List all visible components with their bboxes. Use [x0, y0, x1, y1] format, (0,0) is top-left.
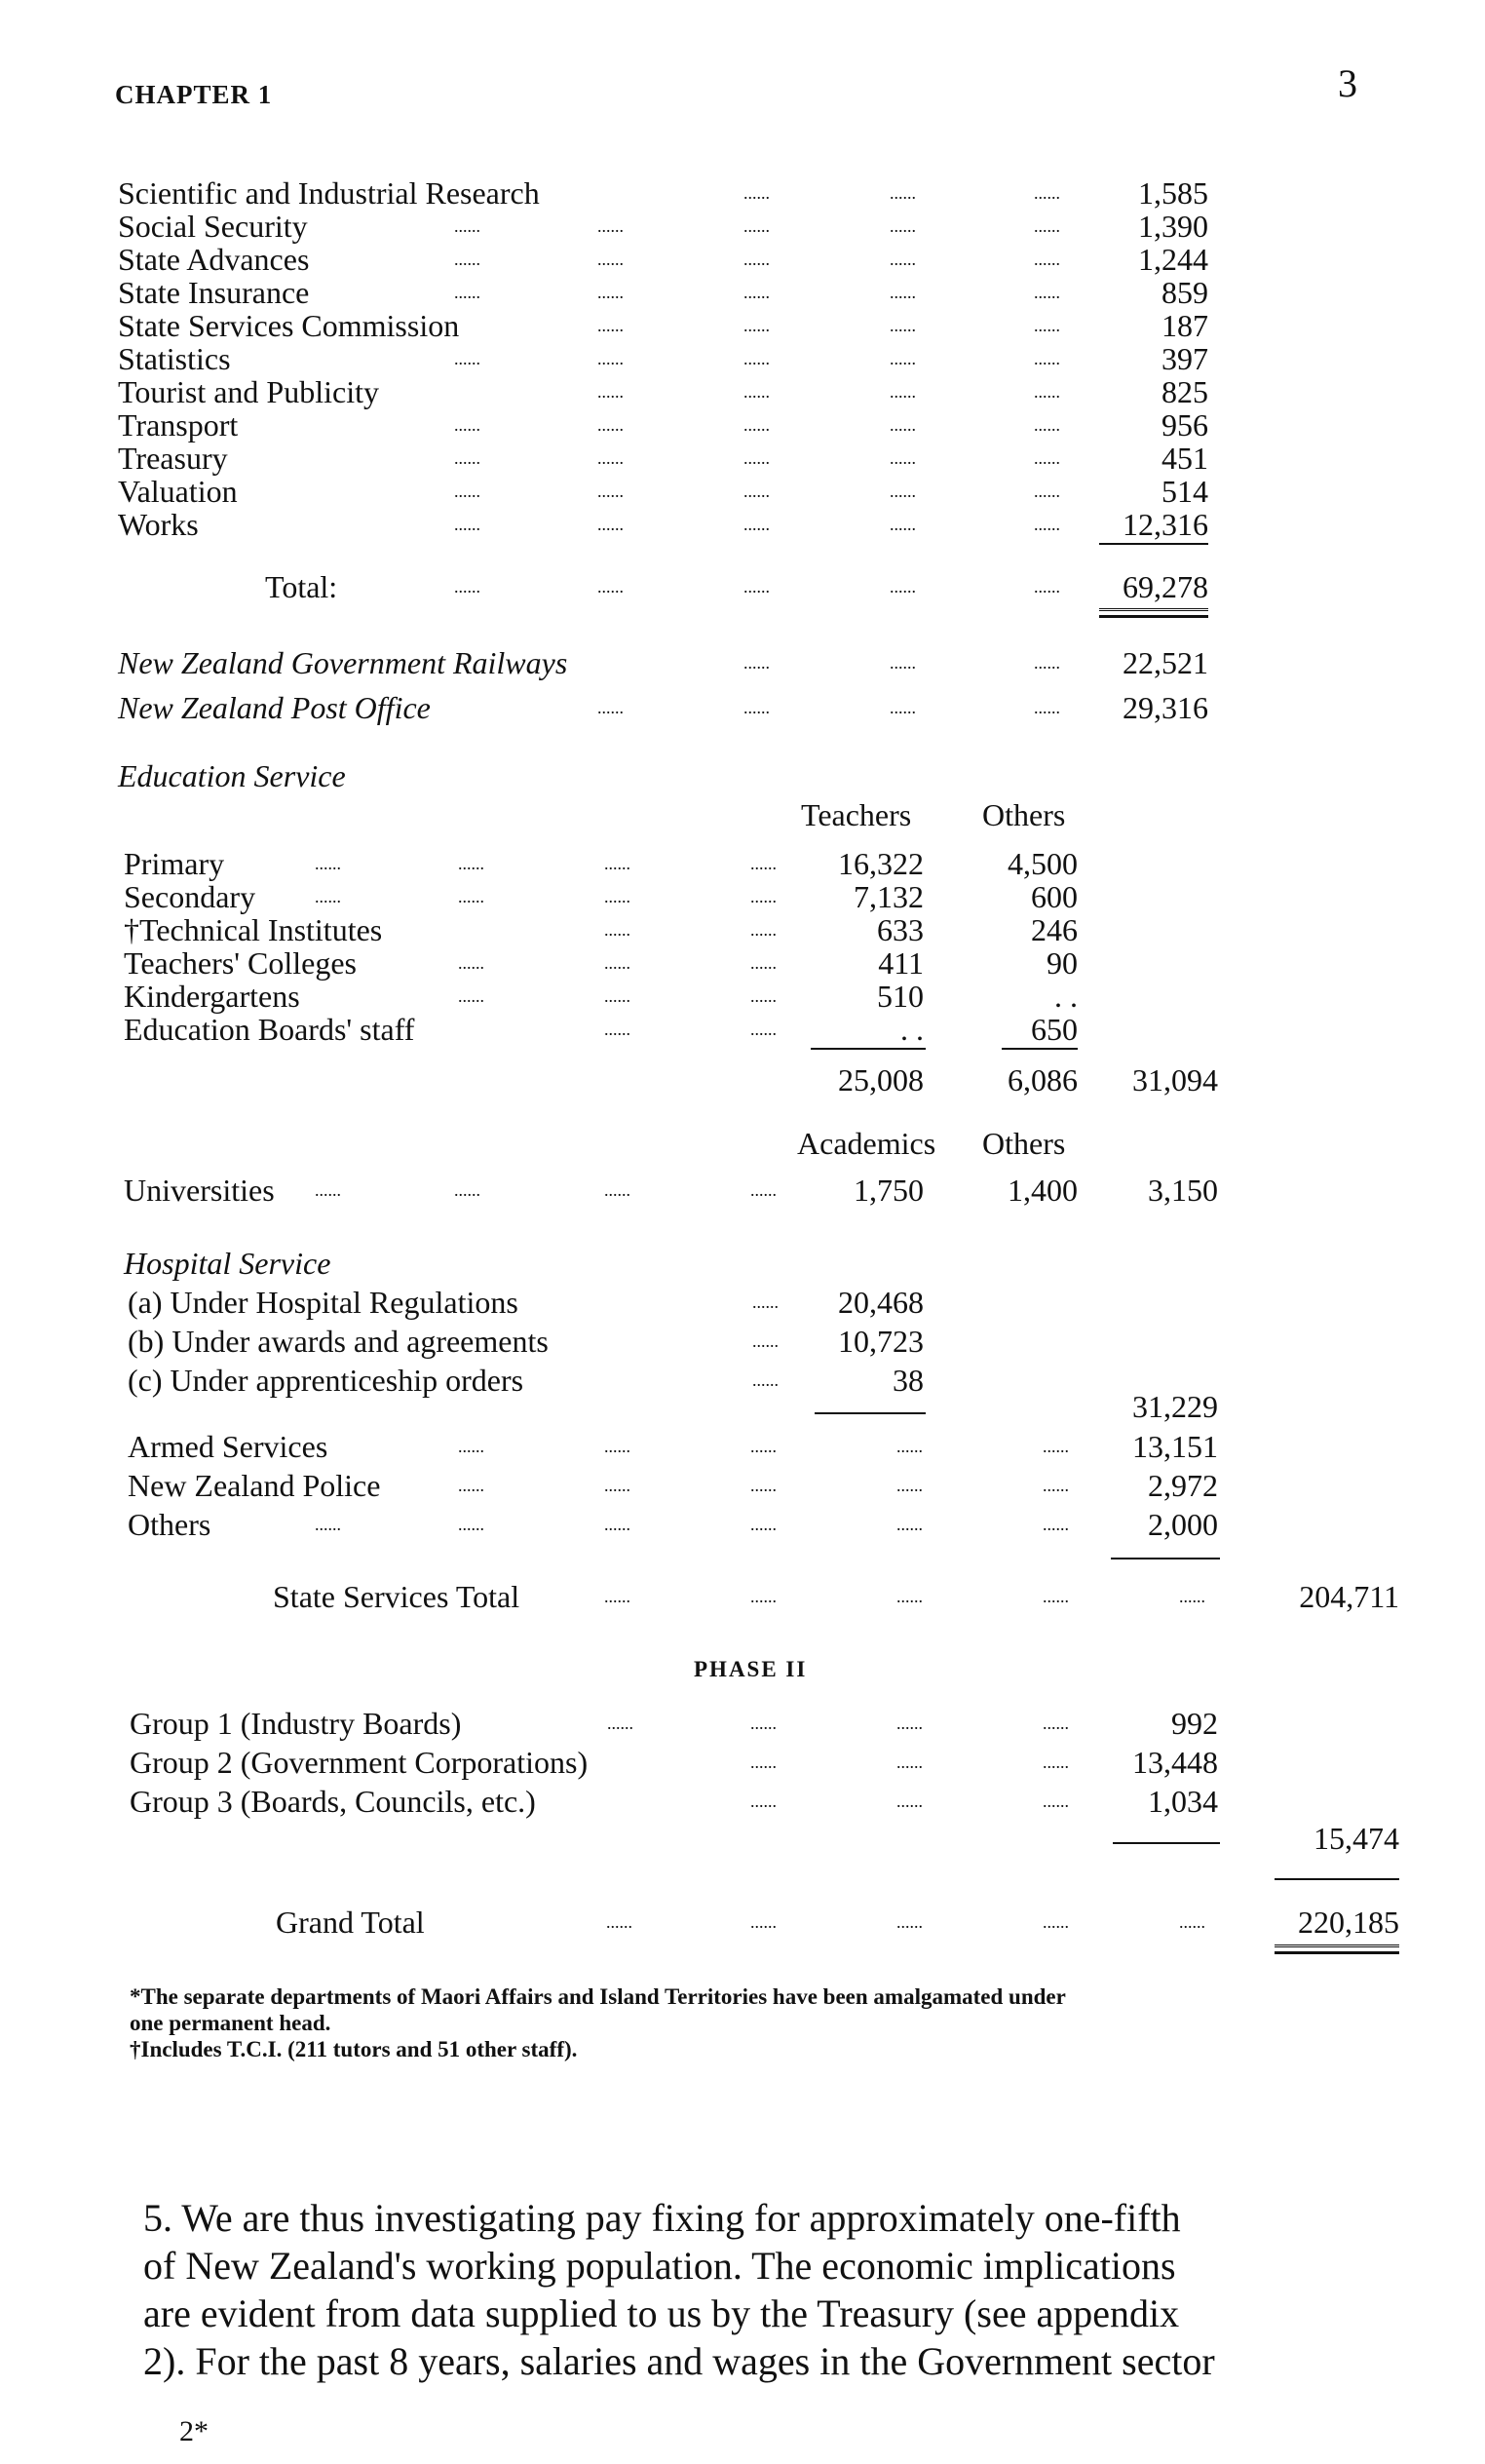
department-value: 1,244 [1138, 242, 1208, 277]
grand-total-double-rule [1275, 1944, 1399, 1954]
paragraph-line-4: 2). For the past 8 years, salaries and wages in the Government sector [143, 2339, 1215, 2383]
department-row: Valuation ...... ...... ...... ...... ...... 514 [118, 474, 1208, 509]
universities-label: Universities [124, 1173, 275, 1208]
education-others: 650 [1031, 1012, 1078, 1047]
education-total: 31,094 [1132, 1062, 1218, 1097]
department-name: Social Security [118, 209, 308, 244]
state-total-value: 204,711 [1299, 1579, 1399, 1614]
hospital-name: (c) Under apprenticeship orders [128, 1363, 524, 1398]
education-heading: Education Service [118, 758, 346, 793]
others-col-header: Others [982, 797, 1066, 832]
phase2-value: 992 [1171, 1706, 1218, 1741]
hospital-heading: Hospital Service [124, 1246, 331, 1281]
universities-total: 3,150 [1148, 1173, 1218, 1208]
education-row: Kindergartens ...... ...... ...... 510 . . [124, 979, 1078, 1014]
department-row: State Insurance ...... ...... ...... ...... ...... 859 [118, 275, 1208, 310]
department-name: Works [118, 507, 199, 542]
department-row: Tourist and Publicity ...... ...... ...... ...... 825 [118, 374, 1208, 409]
department-name: Scientific and Industrial Research [118, 175, 540, 211]
education-row: Education Boards' staff ...... ...... . . 650 [124, 1012, 1078, 1047]
department-name: State Services Commission [118, 308, 460, 343]
education-row: Primary ...... ...... ...... ...... 16,322 4,500 [124, 846, 1078, 881]
total-label: Total: [265, 569, 338, 604]
service-row: Others ...... ...... ...... ...... ...... ...... 2,000 [128, 1507, 1218, 1542]
service-value: 13,151 [1132, 1429, 1218, 1464]
department-value: 956 [1161, 407, 1208, 443]
footnote-2: †Includes T.C.I. (211 tutors and 51 other staff). [130, 2037, 578, 2061]
education-row: †Technical Institutes ...... ...... 633 246 [124, 912, 1078, 947]
education-row: Secondary ...... ...... ...... ...... 7,132 600 [124, 879, 1078, 914]
phase2-total-rule [1275, 1878, 1399, 1880]
footnote-1-cont: one permanent head. [130, 2011, 331, 2035]
service-value: 2,000 [1148, 1507, 1218, 1542]
department-row: Scientific and Industrial Research ...... ...... ...... 1,585 [118, 175, 1208, 211]
phase2-value: 13,448 [1132, 1745, 1218, 1780]
phase2-name: Group 3 (Boards, Councils, etc.) [130, 1784, 536, 1819]
department-value: 1,390 [1138, 209, 1208, 244]
state-total-label: State Services Total [273, 1579, 520, 1614]
hospital-name: (a) Under Hospital Regulations [128, 1285, 518, 1320]
department-name: Treasury [118, 441, 228, 476]
phase2-total: 15,474 [1314, 1821, 1399, 1856]
department-value: 825 [1161, 374, 1208, 409]
teachers-col-header: Teachers [801, 797, 912, 832]
department-value: 12,316 [1123, 507, 1208, 542]
hospital-total-row [0, 1389, 1485, 1424]
department-value: 187 [1161, 308, 1208, 343]
department-value: 1,585 [1138, 175, 1208, 211]
department-row: State Services Commission ...... ...... ...... ...... 187 [118, 308, 1208, 343]
teachers-rule [811, 1048, 926, 1050]
education-sum-teachers: 25,008 [838, 1062, 924, 1097]
education-sum-others: 6,086 [1008, 1062, 1078, 1097]
total-double-rule [1099, 608, 1208, 618]
education-teachers: 411 [878, 945, 924, 981]
education-name: Kindergartens [124, 979, 300, 1014]
signature-mark: 2* [179, 2415, 209, 2447]
education-others: 246 [1031, 912, 1078, 947]
hospital-row: (a) Under Hospital Regulations ...... 20,468 [128, 1285, 924, 1320]
grand-total-label: Grand Total [276, 1905, 425, 1940]
phase2-name: Group 2 (Government Corporations) [130, 1745, 589, 1780]
phase2-row: Group 1 (Industry Boards) ...... ...... ...... ...... 992 [130, 1706, 1218, 1741]
phase2-value: 1,034 [1148, 1784, 1218, 1819]
education-teachers: 510 [877, 979, 924, 1014]
department-name: Transport [118, 407, 239, 443]
total-value: 69,278 [1123, 569, 1208, 604]
page-number: 3 [1338, 61, 1357, 105]
other-services-rule [1111, 1558, 1220, 1559]
education-name: Secondary [124, 879, 256, 914]
post-office-label: New Zealand Post Office [118, 690, 431, 725]
universities-others: 1,400 [1008, 1173, 1078, 1208]
department-value: 451 [1161, 441, 1208, 476]
phase2-row: Group 3 (Boards, Councils, etc.) ...... ...... ...... 1,034 [130, 1784, 1218, 1819]
education-others: 4,500 [1008, 846, 1078, 881]
total-row: Total: ...... ...... ...... ...... ...... 69,278 [265, 569, 1208, 604]
education-teachers: 16,322 [838, 846, 924, 881]
department-row: Works ...... ...... ...... ...... ...... 12,316 [118, 507, 1208, 542]
education-name: Education Boards' staff [124, 1012, 415, 1047]
department-name: Statistics [118, 341, 231, 376]
education-sum-row [0, 1062, 1485, 1097]
education-others: 600 [1031, 879, 1078, 914]
post-office-row: New Zealand Post Office ...... ...... ...... ...... 29,316 [118, 690, 1208, 725]
education-row: Teachers' Colleges ...... ...... ...... 411 90 [124, 945, 1078, 981]
state-total-row: State Services Total ...... ...... ...... ...... ...... 204,711 [273, 1579, 1399, 1614]
hospital-value: 10,723 [838, 1324, 924, 1359]
department-name: Valuation [118, 474, 238, 509]
service-name: New Zealand Police [128, 1468, 381, 1503]
hospital-value: 20,468 [838, 1285, 924, 1320]
total-rule [1099, 543, 1208, 545]
academics-col-header: Academics [797, 1126, 936, 1161]
railways-label: New Zealand Government Railways [118, 645, 568, 680]
education-teachers: . . [900, 1012, 924, 1047]
education-others: . . [1054, 979, 1078, 1014]
hospital-name: (b) Under awards and agreements [128, 1324, 549, 1359]
department-value: 859 [1161, 275, 1208, 310]
education-name: Teachers' Colleges [124, 945, 357, 981]
footnote-1: *The separate departments of Maori Affairs and Island Territories have been amalgamated under [130, 1984, 1066, 2009]
service-row: New Zealand Police ...... ...... ...... ...... ...... 2,972 [128, 1468, 1218, 1503]
grand-total-value: 220,185 [1298, 1905, 1399, 1940]
department-row: Treasury ...... ...... ...... ...... ...... 451 [118, 441, 1208, 476]
railways-value: 22,521 [1123, 645, 1208, 680]
universities-academics: 1,750 [854, 1173, 924, 1208]
post-office-value: 29,316 [1123, 690, 1208, 725]
department-value: 514 [1161, 474, 1208, 509]
service-value: 2,972 [1148, 1468, 1218, 1503]
railways-row: New Zealand Government Railways ...... ...... ...... 22,521 [118, 645, 1208, 680]
education-others: 90 [1047, 945, 1078, 981]
phase2-row: Group 2 (Government Corporations) ...... ...... ...... 13,448 [130, 1745, 1218, 1780]
education-name: †Technical Institutes [124, 912, 383, 947]
education-name: Primary [124, 846, 225, 881]
education-teachers: 7,132 [854, 879, 924, 914]
paragraph-line-1: 5. We are thus investigating pay fixing for approximately one-fifth [143, 2196, 1181, 2240]
chapter-heading: CHAPTER 1 [115, 80, 273, 109]
phase2-total-row [0, 1821, 1485, 1856]
education-teachers: 633 [877, 912, 924, 947]
department-row: State Advances ...... ...... ...... ...... ...... 1,244 [118, 242, 1208, 277]
department-name: Tourist and Publicity [118, 374, 379, 409]
paragraph-line-2: of New Zealand's working population. The economic implications [143, 2244, 1176, 2288]
others-rule [1002, 1048, 1078, 1050]
phase2-name: Group 1 (Industry Boards) [130, 1706, 462, 1741]
department-row: Social Security ...... ...... ...... ...... ...... 1,390 [118, 209, 1208, 244]
hospital-total: 31,229 [1132, 1389, 1218, 1424]
phase-heading: PHASE II [694, 1657, 808, 1681]
service-row: Armed Services ...... ...... ...... ...... ...... 13,151 [128, 1429, 1218, 1464]
department-row: Statistics ...... ...... ...... ...... ...... 397 [118, 341, 1208, 376]
service-name: Others [128, 1507, 211, 1542]
department-value: 397 [1161, 341, 1208, 376]
hospital-row: (c) Under apprenticeship orders ...... 38 [128, 1363, 924, 1398]
paragraph-line-3: are evident from data supplied to us by the Treasury (see appendix [143, 2291, 1180, 2335]
universities-row: Universities ...... ...... ...... ...... 1,750 1,400 3,150 [124, 1173, 1218, 1208]
grand-total-row: Grand Total ...... ...... ...... ...... ...... 220,185 [276, 1905, 1399, 1940]
hospital-value: 38 [893, 1363, 924, 1398]
service-name: Armed Services [128, 1429, 328, 1464]
hospital-row: (b) Under awards and agreements ...... 10,723 [128, 1324, 924, 1359]
department-row: Transport ...... ...... ...... ...... ...... 956 [118, 407, 1208, 443]
univ-others-col-header: Others [982, 1126, 1066, 1161]
department-name: State Advances [118, 242, 310, 277]
department-name: State Insurance [118, 275, 310, 310]
